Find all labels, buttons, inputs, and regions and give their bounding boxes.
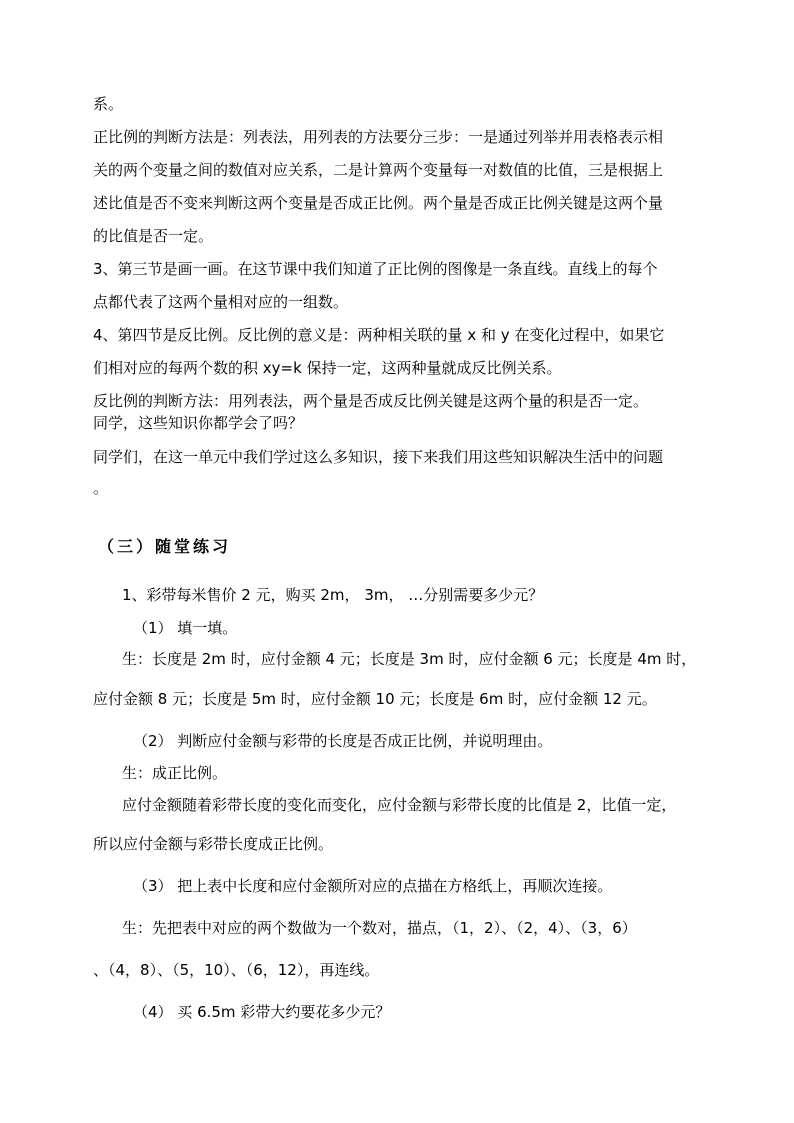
text-line: 反比例的判断方法：用列表法，两个量是否成反比例关键是这两个量的积是否一定。: [93, 392, 649, 410]
exercise-line: 生：先把表中对应的两个数做为一个数对，描点，（1，2）、（2，4）、（3，6）: [122, 919, 637, 937]
exercise-line: 生：成正比例。: [122, 764, 228, 782]
text-line: 点都代表了这两个量相对应的一组数。: [93, 293, 349, 311]
exercise-line: （2） 判断应付金额与彩带的长度是否成正比例，并说明理由。: [133, 732, 553, 750]
exercise-line: 应付金额 8 元；长度是 5m 时，应付金额 10 元；长度是 6m 时，应付金额 12 元。: [93, 690, 657, 708]
exercise-line: 生：长度是 2m 时，应付金额 4 元；长度是 3m 时，应付金额 6 元；长度是 4m 时，: [122, 650, 697, 668]
text-line: 正比例的判断方法是：列表法，用列表的方法要分三步：一是通过列举并用表格表示相: [93, 128, 664, 146]
exercise-line: 、（4，8）、（5，10）、（6，12），再连线。: [93, 961, 380, 979]
text-line: 们相对应的每两个数的积 xy=k 保持一定，这两种量就成反比例关系。: [93, 359, 562, 377]
text-line: 同学，这些知识你都学会了吗？: [93, 414, 304, 432]
section-heading: （三）随堂练习: [98, 537, 232, 556]
text-line: 同学们，在这一单元中我们学过这么多知识，接下来我们用这些知识解决生活中的问题: [93, 448, 664, 466]
text-line: 4、第四节是反比例。反比例的意义是：两种相关联的量 x 和 y 在变化过程中，如果它: [93, 326, 665, 344]
exercise-line: （4） 买 6.5m 彩带大约要花多少元？: [133, 1003, 391, 1021]
exercise-line: 应付金额随着彩带长度的变化而变化，应付金额与彩带长度的比值是 2，比值一定，: [122, 796, 677, 814]
exercise-line: （1） 填一填。: [133, 619, 238, 637]
exercise-line: 所以应付金额与彩带长度成正比例。: [93, 835, 334, 853]
text-line: 关的两个变量之间的数值对应关系，二是计算两个变量每一对数值的比值，三是根据上: [93, 161, 664, 179]
text-line: 述比值是否不变来判断这两个变量是否成正比例。两个量是否成正比例关键是这两个量: [93, 194, 664, 212]
text-line: 3、第三节是画一画。在这节课中我们知道了正比例的图像是一条直线。直线上的每个: [93, 260, 658, 278]
text-line: 的比值是否一定。: [93, 227, 214, 245]
text-line: 。: [93, 479, 109, 497]
exercise-line: 1、彩带每米售价 2 元，购买 2m， 3m， …分别需要多少元？: [122, 586, 544, 604]
text-line: 系。: [93, 95, 124, 113]
exercise-line: （3） 把上表中长度和应付金额所对应的点描在方格纸上，再顺次连接。: [133, 877, 613, 895]
